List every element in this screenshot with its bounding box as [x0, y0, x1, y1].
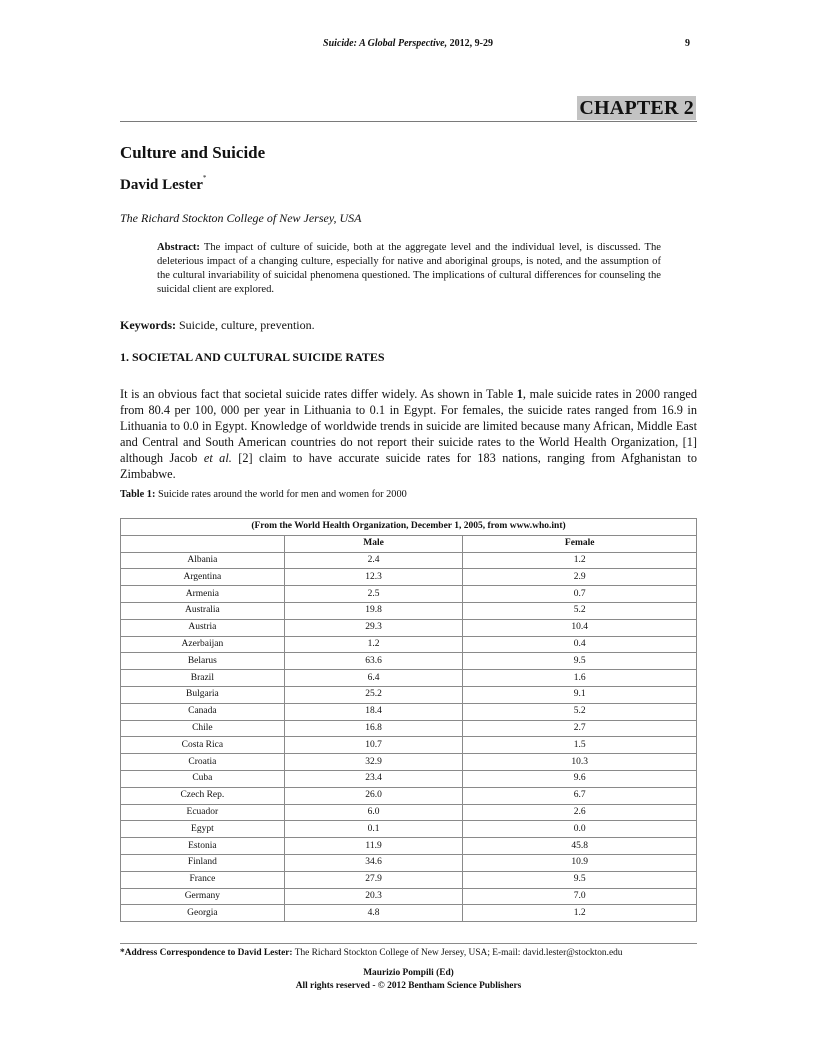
footnote-divider — [120, 943, 697, 944]
cell-country: Belarus — [121, 653, 285, 670]
cell-male-rate: 26.0 — [284, 787, 463, 804]
table-row — [121, 686, 697, 703]
table-body — [121, 552, 697, 922]
cell-female-rate: 9.6 — [463, 770, 697, 787]
cell-male-rate: 63.6 — [284, 653, 463, 670]
cell-female-rate: 10.3 — [463, 754, 697, 771]
cell-country: Ecuador — [121, 804, 285, 821]
table-row — [121, 770, 697, 787]
cell-female-rate: 45.8 — [463, 838, 697, 855]
keywords — [120, 318, 315, 333]
cell-country: Croatia — [121, 754, 285, 771]
table-row — [121, 703, 697, 720]
cell-male-rate: 6.4 — [284, 670, 463, 687]
cell-female-rate: 1.6 — [463, 670, 697, 687]
cell-female-rate: 2.6 — [463, 804, 697, 821]
table-row — [121, 569, 697, 586]
cell-male-rate: 4.8 — [284, 905, 463, 922]
cell-country: Azerbaijan — [121, 636, 285, 653]
cell-country: Cuba — [121, 770, 285, 787]
cell-country: Armenia — [121, 586, 285, 603]
cell-country: Canada — [121, 703, 285, 720]
table-row — [121, 804, 697, 821]
table-row — [121, 653, 697, 670]
journal-year-pages: 2012, 9-29 — [447, 38, 493, 49]
cell-female-rate: 1.2 — [463, 905, 697, 922]
table-row — [121, 821, 697, 838]
copyright-line: All rights reserved - © 2012 Bentham Science Publishers — [295, 981, 522, 991]
running-head — [120, 38, 696, 54]
cell-male-rate: 0.1 — [284, 821, 463, 838]
table-row — [121, 787, 697, 804]
journal-citation — [120, 38, 696, 49]
page-number: 9 — [685, 38, 690, 49]
paragraph-text: , male suicide rates in 2000 ranged from 80.4 per 100, 000 per year in Lithuania to 0.1 in Egypt. For females, the suicide rates ranged from 16.9 in Lithuania to 0.0 in Egypt. Knowledge of worldwide trends in suicide are limited because many African, Middle East and Central and South American countries do not report their suicide rates to the World Health Organization, [1] although Jacob — [120, 387, 698, 465]
table-row — [121, 754, 697, 771]
table-caption — [120, 489, 407, 500]
footnote-label: *Address Correspondence to David Lester: — [120, 948, 293, 958]
chapter-divider — [120, 121, 697, 122]
cell-male-rate: 18.4 — [284, 703, 463, 720]
cell-female-rate: 1.2 — [463, 552, 697, 569]
cell-country: Czech Rep. — [121, 787, 285, 804]
column-header-country — [121, 535, 285, 552]
cell-country: Brazil — [121, 670, 285, 687]
cell-country: Austria — [121, 619, 285, 636]
abstract-text: The impact of culture of suicide, both at the aggregate level and the individual level, is discussed. The deleterious impact of a changing culture, especially for native and aboriginal groups, is noted, and the assumption of the cultural invariability of suicidal phenomena questioned. The implications of cultural differences for counseling the suicidal client are explored. — [157, 242, 661, 295]
table-row — [121, 737, 697, 754]
keywords-label: Keywords: — [120, 318, 176, 332]
body-paragraph — [120, 387, 697, 482]
table-source-header: (From the World Health Organization, December 1, 2005, from www.who.int) — [121, 519, 697, 536]
cell-male-rate: 29.3 — [284, 619, 463, 636]
table-source-row — [121, 519, 697, 536]
cell-country: Finland — [121, 854, 285, 871]
column-header-male: Male — [284, 535, 463, 552]
cell-female-rate: 1.5 — [463, 737, 697, 754]
cell-female-rate: 10.9 — [463, 854, 697, 871]
editor-line: Maurizio Pompili (Ed) — [363, 968, 454, 978]
table-row — [121, 552, 697, 569]
cell-male-rate: 25.2 — [284, 686, 463, 703]
cell-female-rate: 9.5 — [463, 871, 697, 888]
table-row — [121, 636, 697, 653]
cell-female-rate: 0.4 — [463, 636, 697, 653]
abstract — [157, 241, 661, 297]
cell-male-rate: 2.4 — [284, 552, 463, 569]
cell-male-rate: 6.0 — [284, 804, 463, 821]
section-heading: 1. SOCIETAL AND CULTURAL SUICIDE RATES — [120, 350, 385, 364]
article-title: Culture and Suicide — [120, 143, 266, 162]
cell-male-rate: 12.3 — [284, 569, 463, 586]
keywords-text: Suicide, culture, prevention. — [176, 318, 315, 332]
cell-female-rate: 0.7 — [463, 586, 697, 603]
publisher-block — [120, 967, 697, 993]
cell-country: Germany — [121, 888, 285, 905]
cell-female-rate: 9.5 — [463, 653, 697, 670]
cell-female-rate: 5.2 — [463, 703, 697, 720]
table-caption-text: Suicide rates around the world for men and women for 2000 — [155, 489, 407, 500]
cell-male-rate: 2.5 — [284, 586, 463, 603]
column-header-female: Female — [463, 535, 697, 552]
cell-male-rate: 23.4 — [284, 770, 463, 787]
correspondence-footnote — [120, 948, 710, 958]
table-row — [121, 905, 697, 922]
table-row — [121, 619, 697, 636]
author-footnote-mark[interactable]: * — [202, 174, 207, 182]
cell-male-rate: 34.6 — [284, 854, 463, 871]
cell-country: Costa Rica — [121, 737, 285, 754]
table-caption-label: Table 1: — [120, 489, 156, 500]
cell-male-rate: 11.9 — [284, 838, 463, 855]
table-row — [121, 888, 697, 905]
cell-female-rate: 2.9 — [463, 569, 697, 586]
cell-male-rate: 10.7 — [284, 737, 463, 754]
journal-title: Suicide: A Global Perspective, — [323, 38, 448, 49]
cell-female-rate: 10.4 — [463, 619, 697, 636]
cell-country: Estonia — [121, 838, 285, 855]
cell-female-rate: 2.7 — [463, 720, 697, 737]
table-row — [121, 838, 697, 855]
cell-male-rate: 16.8 — [284, 720, 463, 737]
paragraph-text: It is an obvious fact that societal suicide rates differ widely. As shown in Table — [120, 387, 517, 401]
chapter-label: CHAPTER 2 — [579, 97, 694, 119]
table-row — [121, 871, 697, 888]
cell-male-rate: 20.3 — [284, 888, 463, 905]
cell-country: Australia — [121, 602, 285, 619]
abstract-label: Abstract: — [157, 242, 200, 253]
table-column-header-row — [121, 535, 697, 552]
suicide-rates-table — [120, 518, 697, 922]
table-row — [121, 586, 697, 603]
table-reference-link[interactable]: 1 — [516, 387, 523, 401]
cell-male-rate: 1.2 — [284, 636, 463, 653]
author-name: David Lester — [120, 177, 203, 193]
footnote-text: The Richard Stockton College of New Jersey, USA; E-mail: david.lester@stockton.edu — [292, 948, 623, 958]
cell-country: Argentina — [121, 569, 285, 586]
table-row — [121, 602, 697, 619]
cell-male-rate: 32.9 — [284, 754, 463, 771]
table-row — [121, 854, 697, 871]
cell-country: Bulgaria — [121, 686, 285, 703]
cell-country: Chile — [121, 720, 285, 737]
cell-male-rate: 19.8 — [284, 602, 463, 619]
cell-female-rate: 9.1 — [463, 686, 697, 703]
affiliation: The Richard Stockton College of New Jersey, USA — [120, 211, 362, 225]
et-al: et al. — [203, 450, 232, 465]
paragraph-text: [2] claim to have accurate suicide rates for 183 nations, ranging from Afghanistan to Zimbabwe. — [120, 450, 697, 481]
table-row — [121, 670, 697, 687]
cell-female-rate: 5.2 — [463, 602, 697, 619]
cell-country: Georgia — [121, 905, 285, 922]
cell-country: Albania — [121, 552, 285, 569]
cell-country: France — [121, 871, 285, 888]
author — [120, 174, 207, 194]
cell-female-rate: 0.0 — [463, 821, 697, 838]
cell-female-rate: 6.7 — [463, 787, 697, 804]
cell-female-rate: 7.0 — [463, 888, 697, 905]
table-row — [121, 720, 697, 737]
cell-male-rate: 27.9 — [284, 871, 463, 888]
cell-country: Egypt — [121, 821, 285, 838]
